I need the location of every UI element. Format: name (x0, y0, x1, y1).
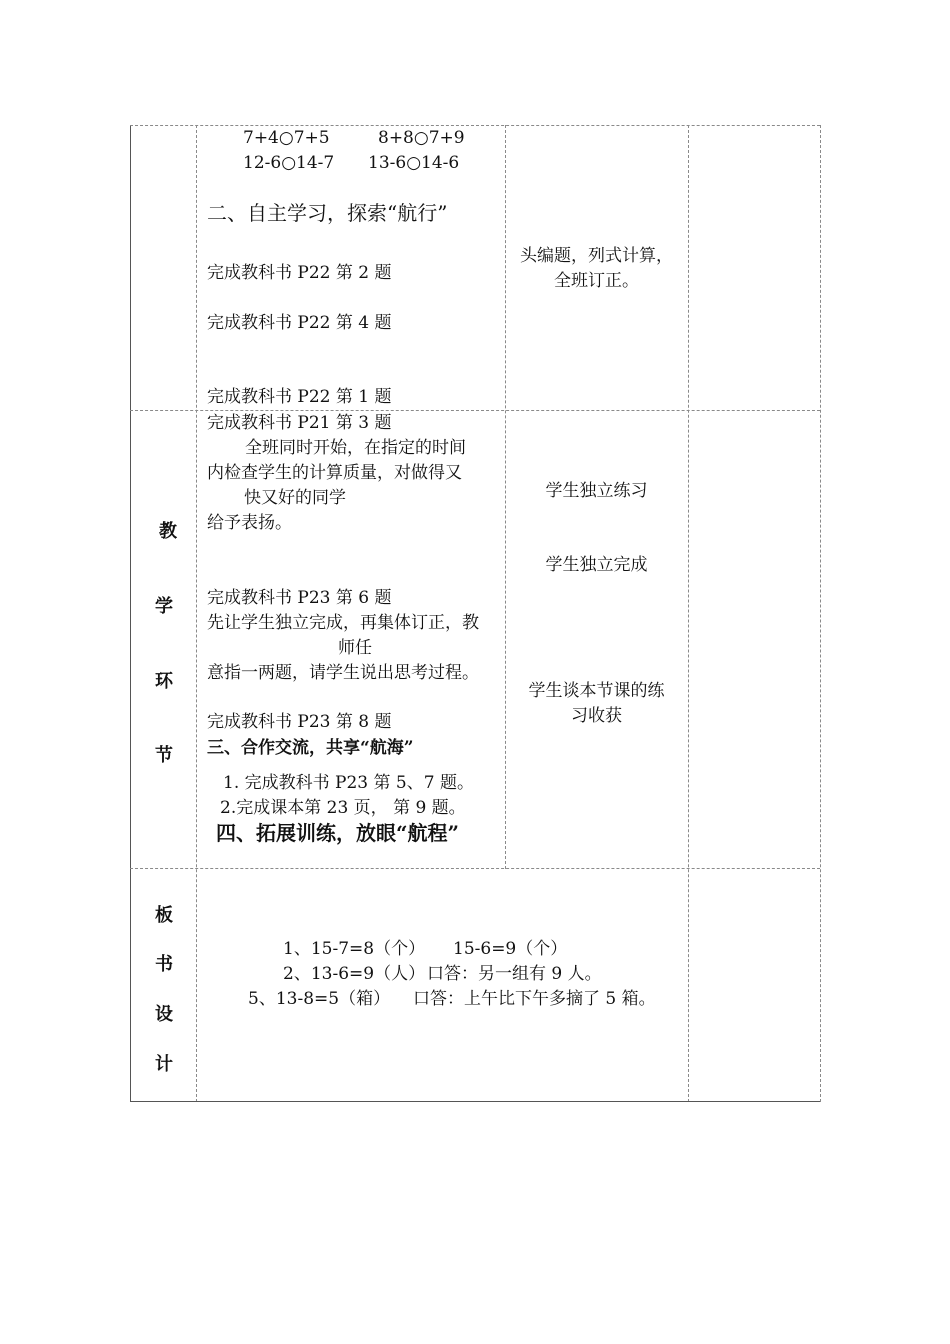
student-activity-c-line1: 学生谈本节课的练 (528, 681, 665, 701)
row2-label-char-3: 环 (155, 671, 173, 692)
desc2-line3: 意指一两题，请学生说出思考过程。 (207, 663, 479, 683)
row2-label-char-1: 教 (159, 521, 177, 542)
board-line2-b: 口答：另一组有 9 人。 (427, 964, 602, 984)
row3-label-char-2: 书 (155, 954, 173, 975)
desc1-line1: 全班同时开始，在指定的时间 (245, 438, 466, 458)
task-p21-3: 完成教科书 P21 第 3 题 (207, 413, 392, 433)
row-divider-1 (130, 410, 820, 411)
list-item-1: 1. 完成教科书 P23 第 5、7 题。 (223, 773, 474, 793)
row3-label-char-4: 计 (155, 1054, 173, 1075)
board-line1-b: 15-6=9（个） (453, 939, 568, 959)
formula-b1: 12-6○14-7 (243, 153, 335, 173)
desc2-line1: 先让学生独立完成，再集体订正，教 (207, 613, 479, 633)
section3-heading: 三、合作交流，共享“航海” (207, 738, 414, 758)
board-line1-a: 1、15-7=8（个） (283, 939, 426, 959)
table-border-left (130, 125, 131, 1102)
section2-heading (207, 200, 447, 226)
section4-heading: 四、拓展训练，放眼“航程” (216, 821, 460, 845)
list-item-2: 2.完成课本第 23 页， 第 9 题。 (220, 798, 466, 818)
student-activity-a: 学生独立练习 (545, 481, 648, 501)
desc1-line4: 给予表扬。 (207, 513, 292, 533)
row2-label-char-4: 节 (155, 745, 173, 766)
row2-label-char-2: 学 (155, 596, 173, 617)
row3-label-char-3: 设 (155, 1004, 173, 1025)
student-activity-b: 学生独立完成 (545, 555, 648, 575)
desc1-line2: 内检查学生的计算质量，对做得又 (207, 463, 462, 483)
desc2-line2: 师任 (338, 638, 372, 658)
task-p22-4: 完成教科书 P22 第 4 题 (207, 313, 392, 333)
column-divider-1 (196, 125, 197, 1102)
student-activity-c-line2: 习收获 (571, 706, 622, 726)
board-line3-a: 5、13-8=5（箱） (248, 989, 391, 1009)
row3-label-char-1: 板 (155, 905, 173, 926)
board-line3-b: 口答：上午比下午多摘了 5 箱。 (413, 989, 656, 1009)
board-line2-a: 2、13-6=9（人） (283, 964, 426, 984)
task-p23-6: 完成教科书 P23 第 6 题 (207, 588, 392, 608)
student-activity-r1-line1: 头编题，列式计算， (520, 246, 673, 266)
table-border-top (130, 125, 820, 126)
task-p23-8: 完成教科书 P23 第 8 题 (207, 712, 392, 732)
formula-a1: 7+4○7+5 (243, 128, 330, 148)
task-p22-2: 完成教科书 P22 第 2 题 (207, 263, 392, 283)
desc1-line3: 快又好的同学 (244, 488, 346, 508)
task-p22-1: 完成教科书 P22 第 1 题 (207, 387, 392, 407)
section2-heading-text: 二、自主学习，探索“航行” (207, 201, 448, 225)
student-activity-r1-line2: 全班订正。 (554, 271, 639, 291)
formula-a2: 8+8○7+9 (378, 128, 465, 148)
table-border-right (820, 125, 821, 1102)
row-divider-2 (130, 868, 820, 869)
table-border-bottom (130, 1101, 820, 1102)
formula-b2: 13-6○14-6 (368, 153, 460, 173)
column-divider-3 (688, 125, 689, 1102)
